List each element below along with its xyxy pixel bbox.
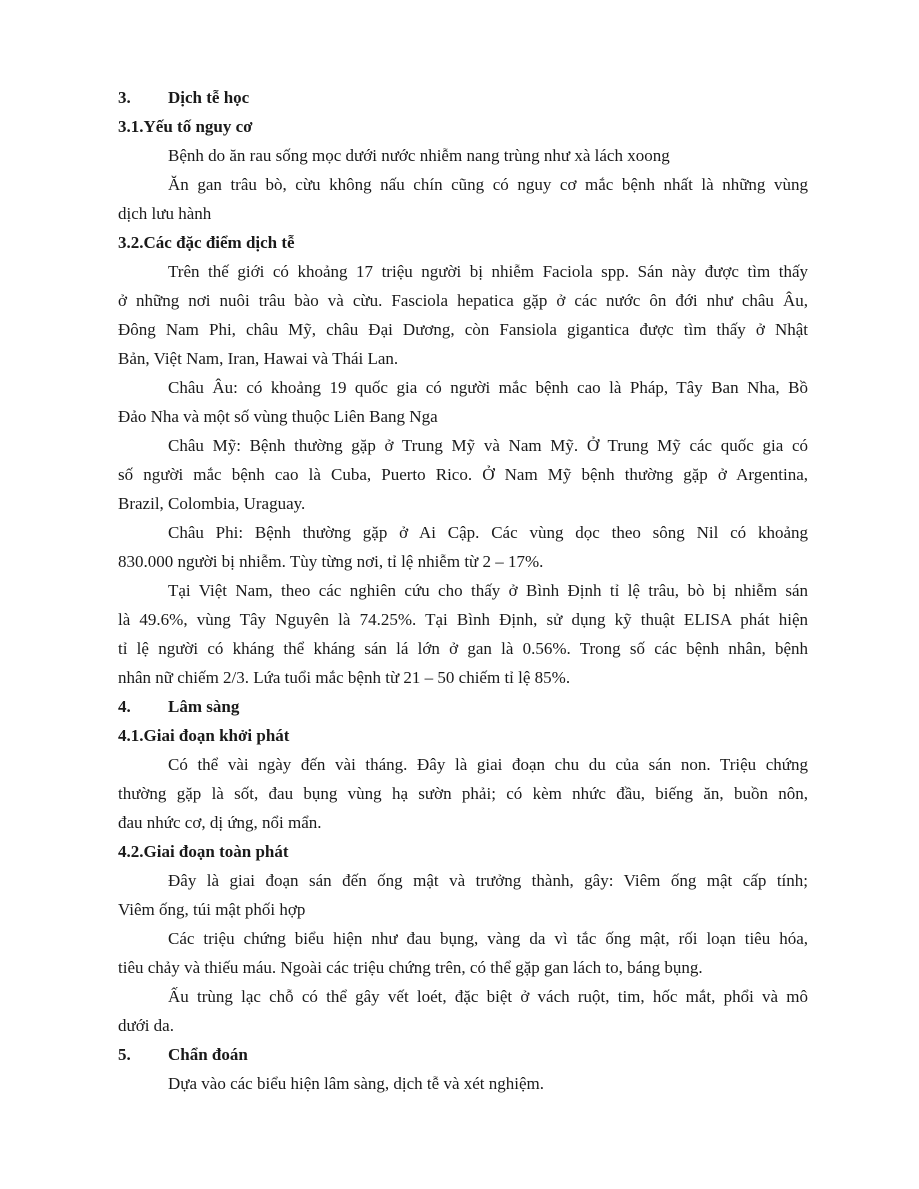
heading-number: 4.	[118, 697, 131, 716]
section-heading	[118, 692, 808, 721]
text-line: Ăn gan trâu bò, cừu không nấu chín cũng có nguy cơ mắc bệnh nhất là những vùng	[168, 175, 808, 194]
heading-number: 3.2.	[118, 233, 144, 252]
paragraph	[118, 750, 808, 837]
paragraph	[118, 518, 808, 576]
paragraph	[118, 924, 808, 982]
heading-number: 5.	[118, 1045, 131, 1064]
heading-text: Giai đoạn khởi phát	[143, 726, 290, 745]
text-line: Bệnh do ăn rau sống mọc dưới nước nhiễm nang trùng như xà lách xoong	[168, 146, 670, 165]
text-line: Brazil, Colombia, Uraguay.	[118, 494, 306, 513]
section-heading	[118, 83, 808, 112]
paragraph	[118, 982, 808, 1040]
text-line: Trên thế giới có khoảng 17 triệu người bị nhiễm Faciola spp. Sán này được tìm thấy	[168, 262, 808, 281]
section-heading	[118, 1040, 808, 1069]
text-line: Bản, Việt Nam, Iran, Hawai và Thái Lan.	[118, 349, 399, 368]
text-line: là 49.6%, vùng Tây Nguyên là 74.25%. Tại Bình Định, sử dụng kỹ thuật ELISA phát hiện	[118, 610, 808, 629]
paragraph	[118, 431, 808, 518]
heading-text: Chẩn đoán	[168, 1045, 248, 1064]
paragraph	[118, 141, 808, 170]
subsection-heading	[118, 228, 808, 257]
heading-number: 3.1.	[118, 117, 144, 136]
text-line: Châu Phi: Bệnh thường gặp ở Ai Cập. Các vùng dọc theo sông Nil có khoảng	[168, 523, 808, 542]
text-line: Châu Mỹ: Bệnh thường gặp ở Trung Mỹ và Nam Mỹ. Ở Trung Mỹ các quốc gia có	[168, 436, 808, 455]
paragraph	[118, 866, 808, 924]
heading-number: 3.	[118, 88, 131, 107]
subsection-heading	[118, 112, 808, 141]
text-line: số người mắc bệnh cao là Cuba, Puerto Rico. Ở Nam Mỹ bệnh thường gặp ở Argentina,	[118, 465, 808, 484]
text-line: dịch lưu hành	[118, 204, 212, 223]
document-page	[118, 83, 808, 1098]
paragraph	[118, 257, 808, 373]
text-line: Viêm ống, túi mật phối hợp	[118, 900, 306, 919]
subsection-heading	[118, 721, 808, 750]
text-line: Đảo Nha và một số vùng thuộc Liên Bang Nga	[118, 407, 438, 426]
paragraph	[118, 373, 808, 431]
text-line: Ấu trùng lạc chỗ có thể gây vết loét, đặc biệt ở vách ruột, tim, hốc mắt, phổi và mô	[168, 987, 808, 1006]
text-line: tiêu chảy và thiếu máu. Ngoài các triệu chứng trên, có thể gặp gan lách to, báng bụng.	[118, 958, 703, 977]
text-line: Các triệu chứng biểu hiện như đau bụng, vàng da vì tắc ống mật, rối loạn tiêu hóa,	[168, 929, 808, 948]
paragraph	[118, 170, 808, 228]
text-line: Dựa vào các biểu hiện lâm sàng, dịch tễ và xét nghiệm.	[168, 1074, 545, 1093]
text-line: Châu Âu: có khoảng 19 quốc gia có người mắc bệnh cao là Pháp, Tây Ban Nha, Bồ	[168, 378, 808, 397]
subsection-heading	[118, 837, 808, 866]
text-line: dưới da.	[118, 1016, 174, 1035]
text-line: Có thể vài ngày đến vài tháng. Đây là giai đoạn chu du của sán non. Triệu chứng	[168, 755, 808, 774]
paragraph	[118, 1069, 808, 1098]
text-line: thường gặp là sốt, đau bụng vùng hạ sườn phải; có kèm nhức đầu, biếng ăn, buồn nôn,	[118, 784, 808, 803]
heading-number: 4.2.	[118, 842, 144, 861]
text-line: Tại Việt Nam, theo các nghiên cứu cho thấy ở Bình Định tỉ lệ trâu, bò bị nhiễm sán	[168, 581, 808, 600]
text-line: 830.000 người bị nhiễm. Tùy từng nơi, tỉ lệ nhiễm từ 2 – 17%.	[118, 552, 544, 571]
paragraph	[118, 576, 808, 692]
heading-text: Lâm sàng	[168, 697, 240, 716]
text-line: Đông Nam Phi, châu Mỹ, châu Đại Dương, còn Fansiola gigantica được tìm thấy ở Nhật	[118, 320, 808, 339]
text-line: ở những nơi nuôi trâu bào và cừu. Fasciola hepatica gặp ở các nước ôn đới như châu Âu,	[118, 291, 808, 310]
heading-text: Giai đoạn toàn phát	[143, 842, 289, 861]
heading-text: Dịch tễ học	[168, 88, 250, 107]
heading-text: Các đặc điểm dịch tễ	[143, 233, 295, 252]
text-line: đau nhức cơ, dị ứng, nổi mẩn.	[118, 813, 322, 832]
text-line: tỉ lệ người có kháng thể kháng sán lá lớn ở gan là 0.56%. Trong số các bệnh nhân, bệnh	[118, 639, 808, 658]
text-line: Đây là giai đoạn sán đến ống mật và trưởng thành, gây: Viêm ống mật cấp tính;	[168, 871, 808, 890]
text-line: nhân nữ chiếm 2/3. Lứa tuổi mắc bệnh từ 21 – 50 chiếm tỉ lệ 85%.	[118, 668, 571, 687]
heading-number: 4.1.	[118, 726, 144, 745]
heading-text: Yếu tố nguy cơ	[143, 117, 253, 136]
